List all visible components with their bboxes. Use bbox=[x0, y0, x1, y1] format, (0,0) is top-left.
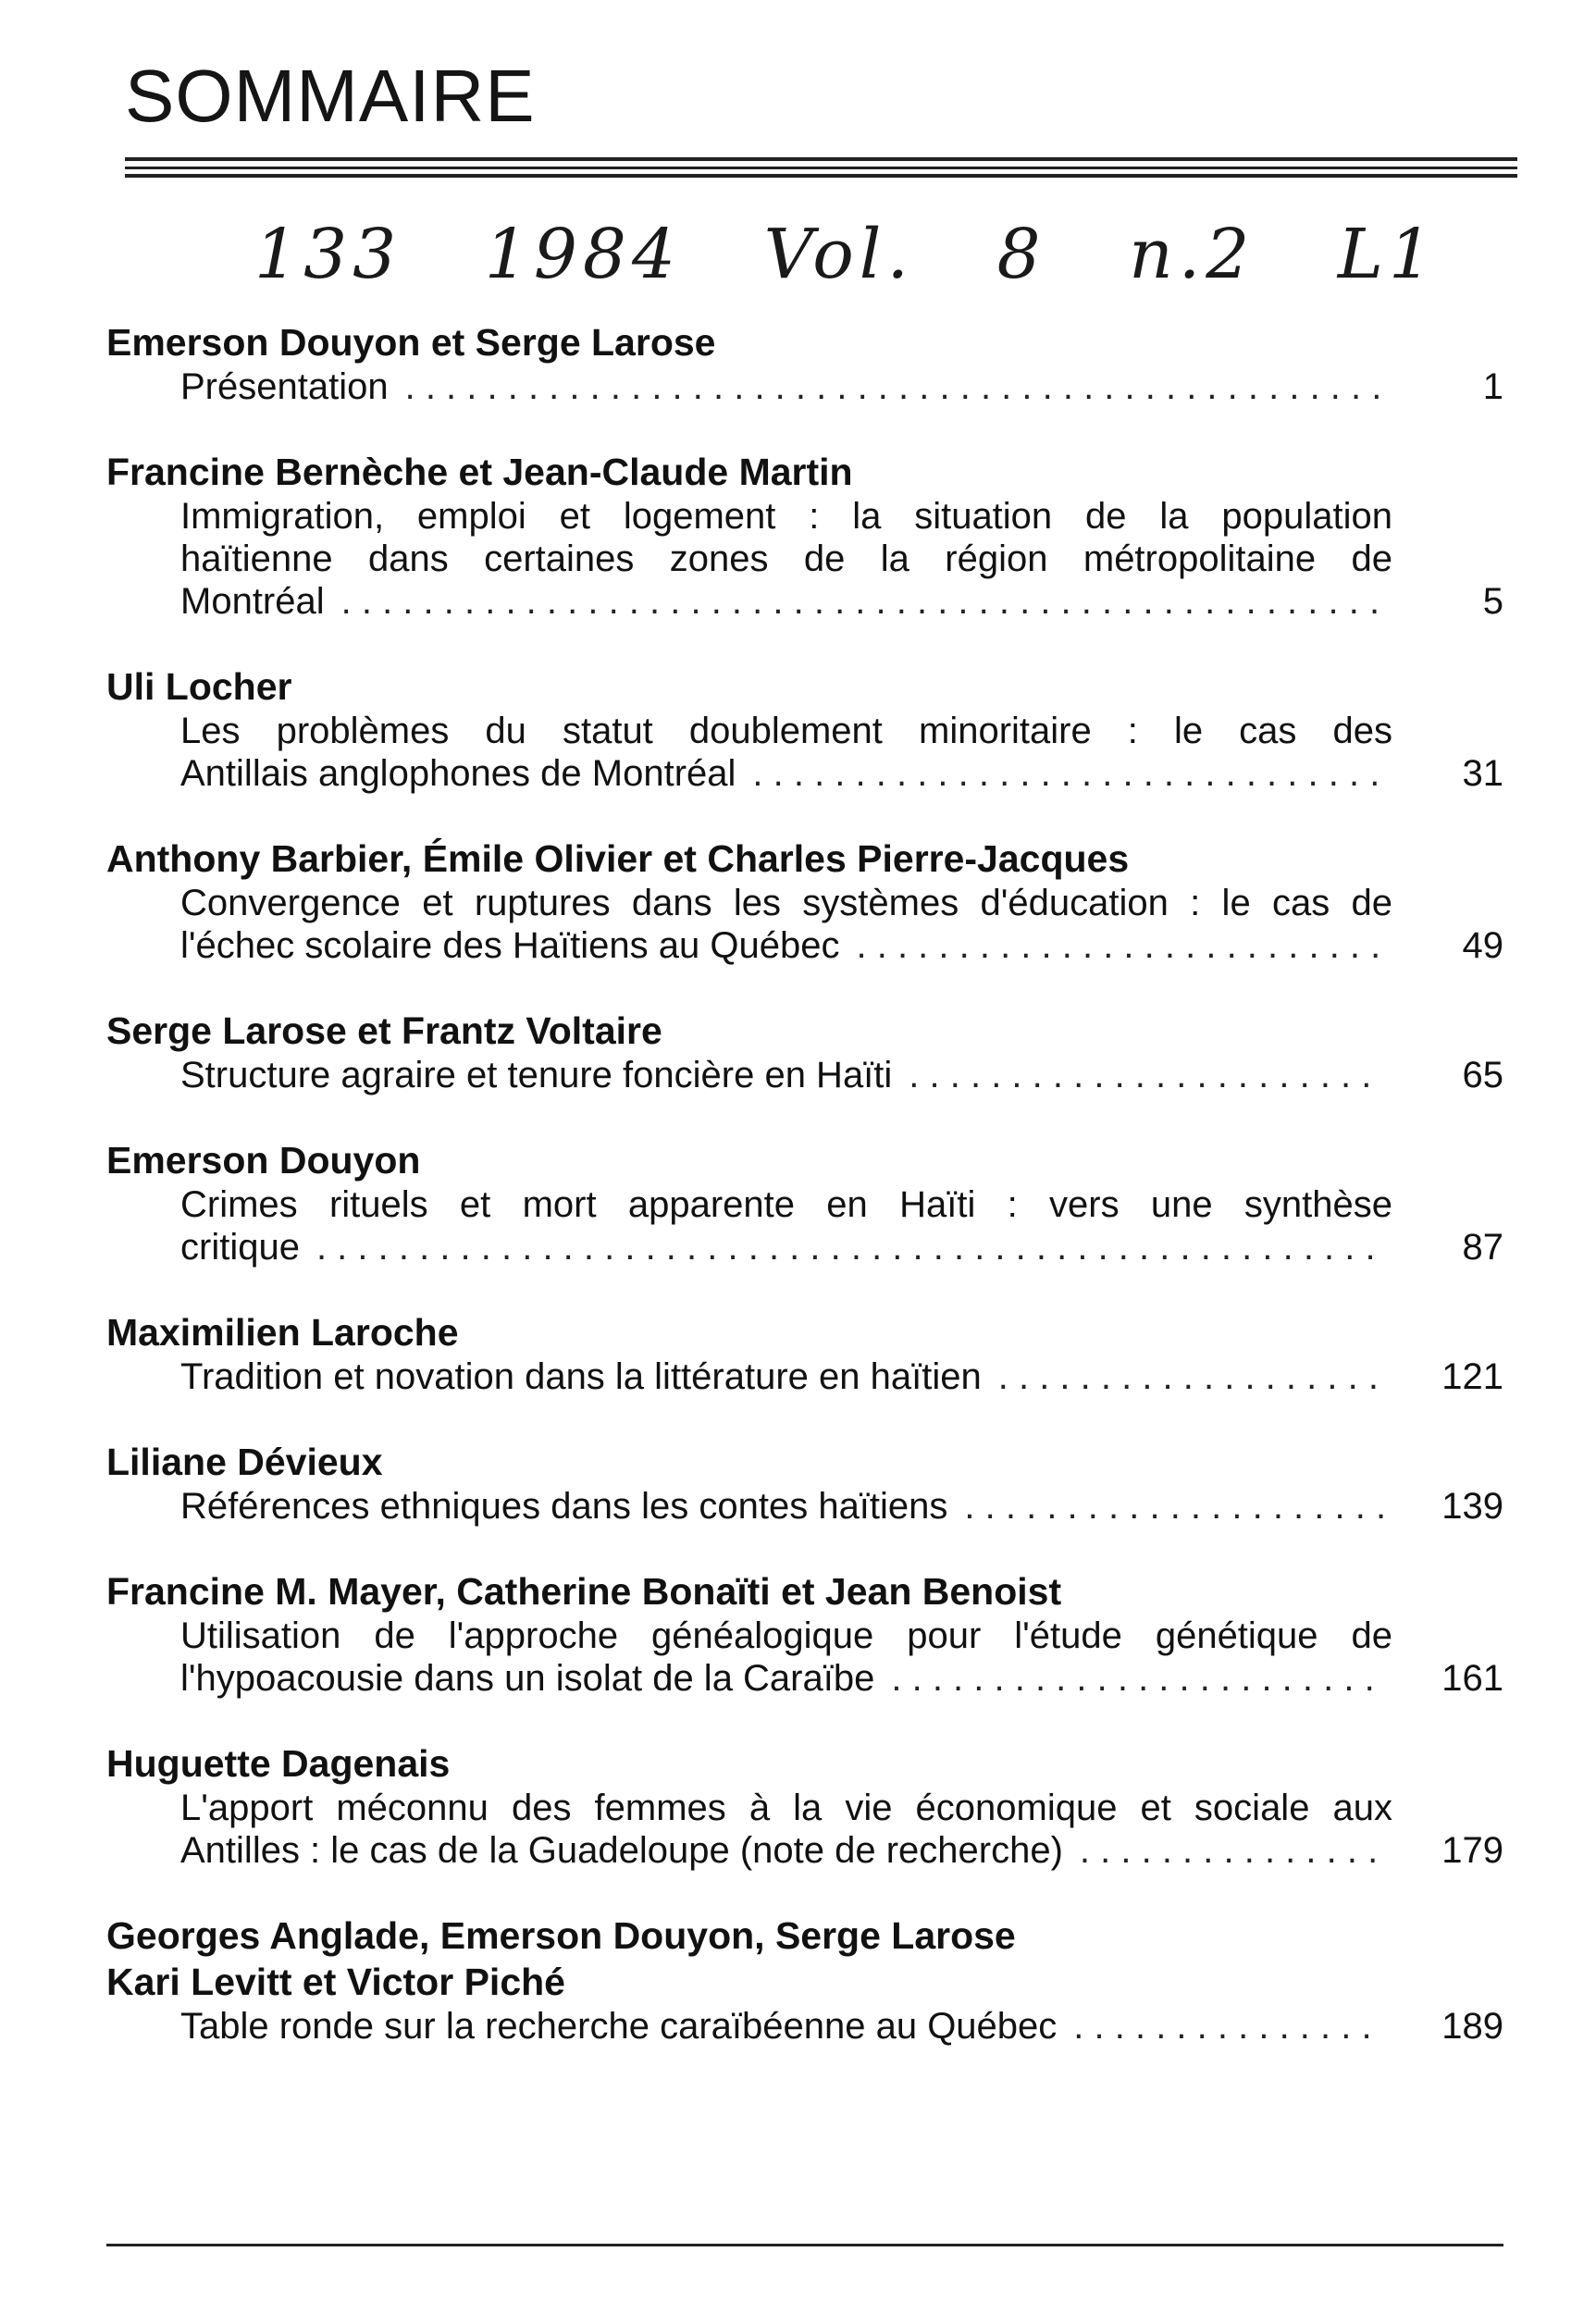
article-title-last-line bbox=[180, 365, 1503, 408]
toc-entry bbox=[106, 1137, 1513, 1268]
page-number: 65 bbox=[1462, 1055, 1503, 1095]
toc-entry bbox=[106, 1740, 1513, 1872]
entry-article bbox=[180, 1615, 1503, 1700]
article-title-line: L'apport méconnu des femmes à la vie économique et sociale aux bbox=[180, 1788, 1392, 1828]
toc-entry bbox=[106, 1439, 1513, 1528]
dot-leader bbox=[341, 580, 1383, 623]
entry-authors: Emerson Douyon bbox=[106, 1139, 421, 1182]
page-number: 139 bbox=[1441, 1486, 1503, 1527]
dot-leader bbox=[998, 1355, 1383, 1398]
article-title-last-line bbox=[180, 752, 1503, 795]
handwritten-call-number: 133 1984 Vol. 8 n.2 L1 bbox=[254, 215, 1439, 294]
page-number: 1 bbox=[1482, 366, 1503, 407]
toc-entry bbox=[106, 449, 1513, 623]
article-title-last-line bbox=[180, 1054, 1503, 1096]
page-number: 161 bbox=[1441, 1658, 1503, 1699]
article-title-line: Les problèmes du statut doublement minoritaire : le cas des bbox=[180, 711, 1392, 751]
entry-authors: Francine M. Mayer, Catherine Bonaïti et Jean Benoist bbox=[106, 1570, 1062, 1613]
dot-leader bbox=[1080, 1829, 1383, 1872]
article-title-last-line bbox=[180, 580, 1503, 623]
article-title-line: haïtienne dans certaines zones de la région métropolitaine de bbox=[180, 538, 1392, 579]
entry-authors: Maximilien Laroche bbox=[106, 1311, 459, 1354]
article-title-text: Structure agraire et tenure foncière en Haïti bbox=[180, 1055, 893, 1095]
entry-article bbox=[180, 2005, 1503, 2048]
toc-entry bbox=[106, 1008, 1513, 1096]
article-title-text: critique bbox=[180, 1227, 300, 1268]
entry-article bbox=[180, 882, 1503, 967]
toc-entry bbox=[106, 835, 1513, 967]
toc-entry bbox=[106, 1309, 1513, 1398]
entry-article bbox=[180, 1183, 1503, 1268]
entry-article bbox=[180, 495, 1503, 623]
article-title-text: l'échec scolaire des Haïtiens au Québec bbox=[180, 925, 840, 966]
entry-article bbox=[180, 1355, 1503, 1398]
entry-authors: Anthony Barbier, Émile Olivier et Charles Pierre-Jacques bbox=[106, 837, 1130, 880]
dot-leader bbox=[891, 1657, 1383, 1700]
article-title-last-line bbox=[180, 1355, 1503, 1398]
article-title-text: Références ethniques dans les contes haïtiens bbox=[180, 1486, 948, 1527]
entry-article bbox=[180, 1787, 1503, 1872]
dot-leader bbox=[964, 1485, 1383, 1528]
article-title-last-line bbox=[180, 1829, 1503, 1872]
entry-authors: Francine Bernèche et Jean-Claude Martin bbox=[106, 451, 853, 493]
page-number: 179 bbox=[1441, 1830, 1503, 1871]
article-title-last-line bbox=[180, 924, 1503, 967]
entry-authors: Uli Locher bbox=[106, 665, 292, 708]
article-title-text: Table ronde sur la recherche caraïbéenne au Québec bbox=[180, 2006, 1058, 2047]
article-title-line: Convergence et ruptures dans les systèmes d'éducation : le cas de bbox=[180, 883, 1392, 923]
toc-entry bbox=[106, 663, 1513, 795]
article-title-line: Utilisation de l'approche généalogique pour l'étude génétique de bbox=[180, 1615, 1392, 1656]
entry-article bbox=[180, 1485, 1503, 1528]
entry-authors: Georges Anglade, Emerson Douyon, Serge Larose bbox=[106, 1914, 1016, 1957]
article-title-last-line bbox=[180, 1226, 1503, 1268]
table-of-contents bbox=[106, 319, 1513, 2088]
article-title-text: Antilles : le cas de la Guadeloupe (note de recherche) bbox=[180, 1830, 1063, 1871]
article-title-text: Antillais anglophones de Montréal bbox=[180, 753, 736, 794]
toc-entry bbox=[106, 1568, 1513, 1700]
entry-authors: Liliane Dévieux bbox=[106, 1441, 383, 1483]
article-title-line: Immigration, emploi et logement : la situation de la population bbox=[180, 496, 1392, 537]
entry-authors: Emerson Douyon et Serge Larose bbox=[106, 321, 716, 364]
article-title-last-line bbox=[180, 1485, 1503, 1528]
entry-article bbox=[180, 710, 1503, 795]
entry-authors: Huguette Dagenais bbox=[106, 1742, 451, 1785]
article-title-line: Crimes rituels et mort apparente en Haïti : vers une synthèse bbox=[180, 1184, 1392, 1225]
bottom-rule bbox=[106, 2244, 1503, 2246]
page-number: 49 bbox=[1462, 925, 1503, 966]
toc-entry bbox=[106, 319, 1513, 408]
page-number: 121 bbox=[1441, 1356, 1503, 1397]
dot-leader bbox=[316, 1226, 1383, 1268]
article-title-last-line bbox=[180, 2005, 1503, 2048]
dot-leader bbox=[856, 924, 1383, 967]
article-title-last-line bbox=[180, 1657, 1503, 1700]
toc-entry bbox=[106, 1912, 1513, 2048]
title-rule bbox=[125, 157, 1517, 178]
page-title: SOMMAIRE bbox=[125, 55, 536, 137]
article-title-text: l'hypoacousie dans un isolat de la Caraïbe bbox=[180, 1658, 875, 1699]
article-title-text: Tradition et novation dans la littérature en haïtien bbox=[180, 1356, 982, 1397]
entry-authors: Serge Larose et Frantz Voltaire bbox=[106, 1009, 662, 1052]
entry-authors: Kari Levitt et Victor Piché bbox=[106, 1961, 565, 2003]
page-number: 5 bbox=[1482, 581, 1503, 622]
page-number: 87 bbox=[1462, 1227, 1503, 1268]
entry-article bbox=[180, 1054, 1503, 1096]
dot-leader bbox=[909, 1054, 1383, 1096]
entry-article bbox=[180, 365, 1503, 408]
dot-leader bbox=[1073, 2005, 1383, 2048]
page-number: 189 bbox=[1441, 2006, 1503, 2047]
article-title-text: Présentation bbox=[180, 366, 389, 407]
dot-leader bbox=[405, 365, 1383, 408]
page-number: 31 bbox=[1462, 753, 1503, 794]
dot-leader bbox=[752, 752, 1383, 795]
article-title-text: Montréal bbox=[180, 581, 325, 622]
